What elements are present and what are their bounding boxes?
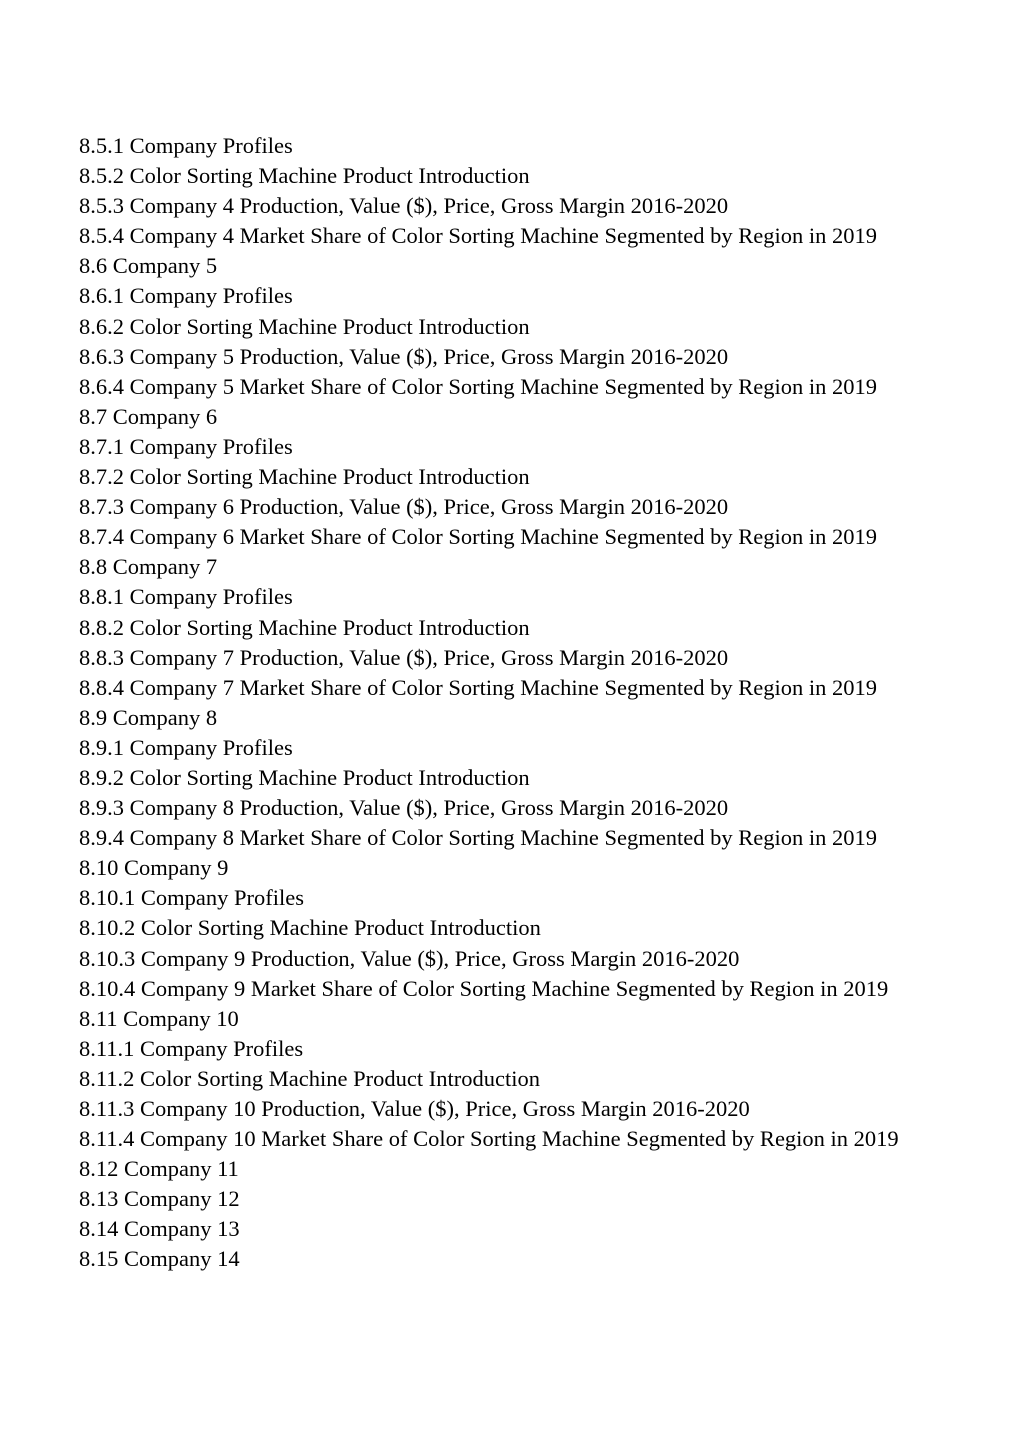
toc-entry: 8.6 Company 5: [79, 253, 218, 279]
toc-entry: 8.5.3 Company 4 Production, Value ($), Price, Gross Margin 2016-2020: [79, 193, 729, 219]
toc-entry: 8.12 Company 11: [79, 1156, 239, 1182]
toc-entry: 8.11.3 Company 10 Production, Value ($), Price, Gross Margin 2016-2020: [79, 1096, 750, 1121]
toc-entry: 8.9 Company 8: [79, 704, 218, 730]
toc-entry: 8.6.3 Company 5 Production, Value ($), Price, Gross Margin 2016-2020: [79, 343, 729, 369]
toc-entry: 8.6.1 Company Profiles: [79, 283, 293, 309]
toc-entry: 8.10.1 Company Profiles: [79, 885, 304, 911]
toc-entry: 8.5.1 Company Profiles: [79, 133, 293, 158]
toc-entry: 8.8 Company 7: [79, 554, 218, 580]
toc-list: [79, 131, 949, 1275]
toc-entry: 8.10 Company 9: [79, 855, 229, 881]
toc-entry: 8.15 Company 14: [79, 1246, 240, 1272]
toc-entry: 8.7 Company 6: [79, 403, 218, 429]
toc-entry: 8.5.4 Company 4 Market Share of Color Sorting Machine Segmented by Region in 2019: [79, 223, 878, 249]
toc-entry: 8.9.1 Company Profiles: [79, 734, 293, 760]
toc-entry: 8.9.4 Company 8 Market Share of Color Sorting Machine Segmented by Region in 2019: [79, 825, 878, 851]
toc-entry: 8.13 Company 12: [79, 1186, 240, 1212]
toc-page: [79, 131, 949, 1275]
toc-entry: 8.11.4 Company 10 Market Share of Color Sorting Machine Segmented by Region in 2019: [79, 1126, 899, 1152]
toc-entry: 8.11.2 Color Sorting Machine Product Introduction: [79, 1065, 540, 1091]
toc-entry: 8.7.4 Company 6 Market Share of Color Sorting Machine Segmented by Region in 2019: [79, 524, 878, 550]
toc-entry: 8.7.3 Company 6 Production, Value ($), Price, Gross Margin 2016-2020: [79, 494, 729, 520]
toc-entry: 8.8.4 Company 7 Market Share of Color Sorting Machine Segmented by Region in 2019: [79, 674, 878, 700]
toc-entry: 8.6.2 Color Sorting Machine Product Introduction: [79, 313, 530, 339]
toc-entry: 8.10.2 Color Sorting Machine Product Introduction: [79, 915, 541, 941]
toc-entry: 8.8.2 Color Sorting Machine Product Introduction: [79, 614, 530, 640]
toc-entry: 8.7.1 Company Profiles: [79, 433, 293, 459]
toc-entry: 8.8.3 Company 7 Production, Value ($), Price, Gross Margin 2016-2020: [79, 644, 729, 670]
toc-entry: 8.10.4 Company 9 Market Share of Color Sorting Machine Segmented by Region in 2019: [79, 975, 889, 1001]
toc-entry: 8.11.1 Company Profiles: [79, 1035, 304, 1061]
toc-entry: 8.9.2 Color Sorting Machine Product Introduction: [79, 764, 530, 790]
toc-entry: 8.14 Company 13: [79, 1216, 240, 1242]
toc-entry: 8.10.3 Company 9 Production, Value ($), Price, Gross Margin 2016-2020: [79, 945, 740, 971]
toc-entry: 8.8.1 Company Profiles: [79, 584, 293, 610]
toc-entry: 8.5.2 Color Sorting Machine Product Introduction: [79, 163, 530, 189]
toc-entry: 8.7.2 Color Sorting Machine Product Introduction: [79, 464, 530, 490]
toc-entry: 8.9.3 Company 8 Production, Value ($), Price, Gross Margin 2016-2020: [79, 795, 729, 821]
toc-entry: 8.6.4 Company 5 Market Share of Color Sorting Machine Segmented by Region in 2019: [79, 373, 878, 399]
toc-entry: 8.11 Company 10: [79, 1005, 239, 1031]
